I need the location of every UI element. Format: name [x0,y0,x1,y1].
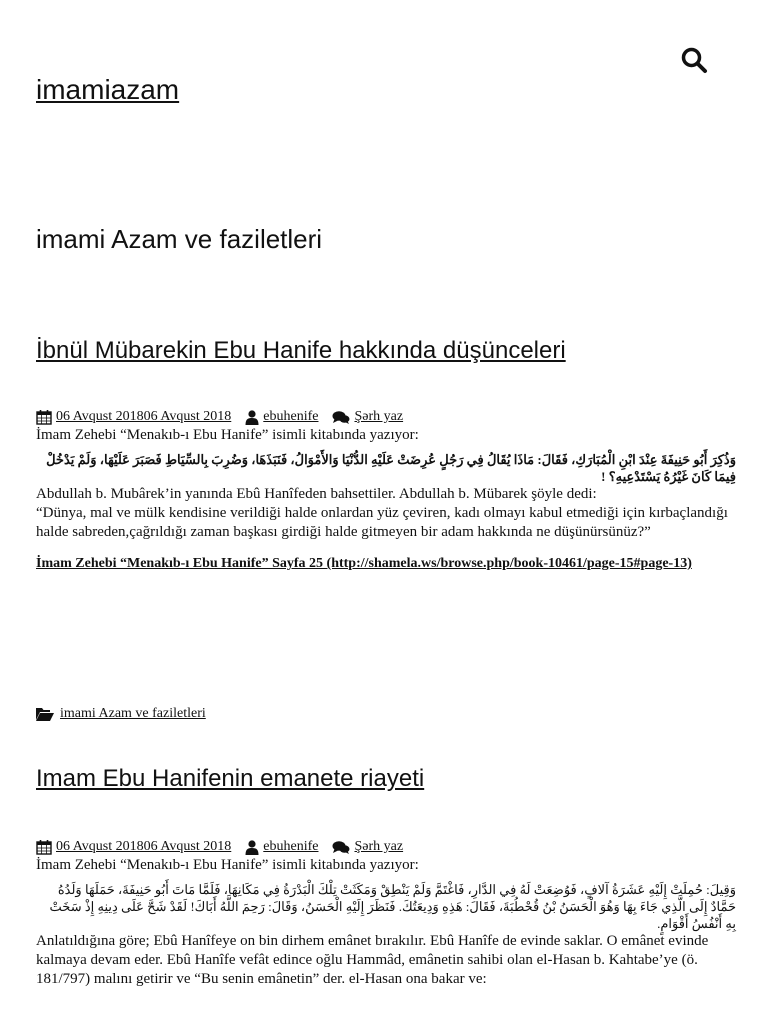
comment-link[interactable]: Şərh yaz [354,839,404,854]
category-link[interactable]: imami Azam ve faziletleri [60,706,206,721]
site-title[interactable]: imamiazam [36,74,180,105]
user-icon [245,410,259,425]
post-date [36,408,231,426]
post-title[interactable]: İbnül Mübarekin Ebu Hanife hakkında düşünceleri [36,337,566,364]
post-intro: İmam Zehebi “Menakıb-ı Ebu Hanife” isimli kitabında yazıyor: [36,857,419,873]
post-meta [36,838,736,856]
post-meta [36,408,736,426]
author-link[interactable]: ebuhenife [263,839,319,854]
post-date-link[interactable]: 06 Avqust 201806 Avqust 2018 [56,839,232,854]
post-date-link[interactable]: 06 Avqust 201806 Avqust 2018 [56,409,232,424]
post-comments [332,838,403,856]
folder-open-icon [36,707,54,721]
comment-link[interactable]: Şərh yaz [354,409,404,424]
arabic-quote: وَذُكِرَ أَبُو حَنِيفَةَ عِنْدَ ابْنِ الْمُبَارَكِ، فَقَالَ: مَاذَا يُقَالُ فِي رَجُلٍ عُرِضَتْ عَلَيْهِ الدُّنْيَا وَالأَمْوَالُ، فَنَبَذَهَا، وَضُرِبَ بِالسِّيَاطِ فَصَبَرَ عَلَيْهَا، وَلَمْ يَدْخُلْ فِيمَا كَانَ غَيْرُهُ يَسْتَدْعِيهِ؟ ! [46,452,736,484]
post-paragraph: “Dünya, mal ve mülk kendisine verildiği halde onlardan yüz çeviren, kadı olmayı kabul etmediği için kırbaçlandığı halde sabreden,çağrıldığı zaman başkası girdiği halde gitmeyen bir adam hakkında ne düşünürsünüz?” [36,505,728,540]
calendar-icon [36,839,52,855]
source-link[interactable]: İmam Zehebi “Menakıb-ı Ebu Hanife” Sayfa 25 (http://shamela.ws/browse.php/book-10461/page-15#page-13) [36,556,692,571]
comments-icon [332,840,350,855]
post-article [36,764,736,989]
post-paragraph: Anlatıldığına göre; Ebû Hanîfeye on bin dirhem emânet bırakılır. Ebû Hanîfe de evinde saklar. O emânet evinde kalmaya devam eder. Ebû Hanîfe vefât edince oğlu Hammâd, emânetin sahibi olan el-Hasan b. Kahtabe’ye (ö. 181/797) malını getirir ve “Bu senin emânetin” der. el-Hasan ona bakar ve: [36,933,709,987]
arabic-quote: وَقِيلَ: حُمِلَتْ إِلَيْهِ عَشَرَةُ آلافٍ، فَوُضِعَتْ لَهُ فِي الدَّارِ، فَاغْتَمَّ وَلَمْ يَنْطِقْ وَمَكَثَتْ تِلْكَ الْبَدْرَةُ فِي مَكَانِهَا، فَلَمَّا مَاتَ أَبُو حَنِيفَةَ، حَمَلَهَا وَلَدُهُ حَمَّادٌ إِلَى الَّذِي جَاءَ بِهَا وَهُوَ الْحَسَنُ بْنُ قُحْطُبَةَ، فَقَالَ: هَذِهِ وَدِيعَتُكَ. فَنَظَرَ إِلَيْهِ الْحَسَنُ، وَقَالَ: رَحِمَ اللَّهُ أَبَاكَ! لَقَدْ شَحَّ عَلَى دِينِهِ إِذْ سَخَتْ بِهِ أَنْفُسُ أَقْوَامٍ. [49,882,736,931]
post-title[interactable]: Imam Ebu Hanifenin emanete riayeti [36,765,425,792]
calendar-icon [36,409,52,425]
post-intro: İmam Zehebi “Menakıb-ı Ebu Hanife” isimli kitabında yazıyor: [36,427,419,443]
post-author [245,408,318,426]
user-icon [245,840,259,855]
comments-icon [332,410,350,425]
post-author [245,838,318,856]
search-icon[interactable] [680,46,708,74]
post-date [36,838,231,856]
archive-title: imami Azam ve faziletleri [36,224,323,254]
post-paragraph: Abdullah b. Mubârek’in yanında Ebû Hanîfeden bahsettiler. Abdullah b. Mübarek şöyle dedi: [36,486,597,502]
post-article [36,336,736,573]
author-link[interactable]: ebuhenife [263,409,319,424]
post-comments [332,408,403,426]
post-category [36,706,206,722]
